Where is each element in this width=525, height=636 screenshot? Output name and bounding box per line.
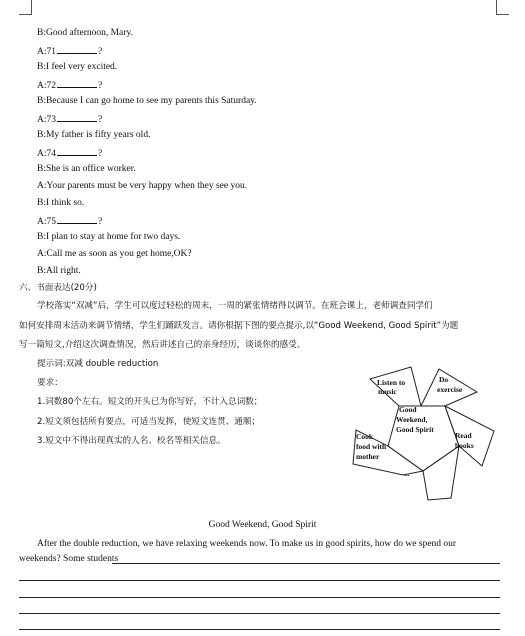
answer-blank[interactable] bbox=[57, 146, 97, 156]
writing-line[interactable] bbox=[19, 629, 500, 630]
diagram-exercise-line2: exercise bbox=[437, 385, 463, 394]
writing-line[interactable] bbox=[19, 613, 500, 614]
diagram-cook-line3: mother bbox=[356, 452, 380, 461]
diagram-listen-line2: music bbox=[378, 387, 397, 396]
corner-mark-left bbox=[19, 0, 32, 15]
essay-title: Good Weekend, Good Spirit bbox=[208, 520, 317, 530]
corner-mark-right bbox=[496, 0, 509, 15]
dialogue-line: A:73 ? bbox=[37, 112, 102, 126]
diagram-exercise-line1: Do bbox=[439, 375, 449, 384]
writing-line[interactable] bbox=[19, 597, 500, 598]
pentagon-diagram bbox=[348, 360, 500, 504]
dialogue-line: A:Your parents must be very happy when they see you. bbox=[37, 181, 248, 191]
requirement-item: 3.短文中不得出现真实的人名、校名等相关信息。 bbox=[37, 436, 226, 446]
dialogue-line: B:Good afternoon, Mary. bbox=[37, 28, 133, 38]
dialogue-line: B:I feel very excited. bbox=[37, 62, 118, 72]
diagram-listen-line1: Listen to bbox=[377, 378, 406, 387]
hint-text: 提示词:双减 double reduction bbox=[37, 359, 159, 369]
answer-blank[interactable] bbox=[57, 214, 97, 224]
diagram-read-line1: Read bbox=[455, 431, 472, 440]
dialogue-line: A:75 ? bbox=[37, 214, 102, 228]
diagram-cook-line1: Cook bbox=[356, 432, 374, 441]
answer-blank[interactable] bbox=[57, 78, 97, 88]
diagram-blank-label: ... bbox=[404, 469, 410, 478]
dialogue-line: B:I think so. bbox=[37, 198, 85, 208]
essay-opening: After the double reduction, we have relaxing weekends now. To make us in good spirits, how do we spend our bbox=[37, 539, 457, 549]
dialogue-line: B:Because I can go home to see my parents this Saturday. bbox=[37, 96, 257, 106]
essay-opening-cont: weekends? Some students bbox=[19, 554, 119, 564]
dialogue-line: A:72 ? bbox=[37, 78, 102, 92]
requirement-item: 2.短文须包括所有要点，可适当发挥，使短文连贯、通顺； bbox=[37, 417, 261, 427]
dialogue-line: B:My father is fifty years old. bbox=[37, 130, 151, 140]
answer-blank[interactable] bbox=[57, 112, 97, 122]
diagram-blank-petal bbox=[423, 446, 459, 500]
diagram-cook-line2: food with bbox=[356, 442, 387, 451]
dialogue-line: A:71 ? bbox=[37, 44, 102, 58]
diagram-center-line1: Good bbox=[399, 405, 417, 414]
requirements-label: 要求： bbox=[37, 378, 63, 388]
dialogue-line: A:74 ? bbox=[37, 146, 102, 160]
answer-blank[interactable] bbox=[57, 44, 97, 54]
intro-text: 学校落实“双减”后，学生可以度过轻松的周末，一周的紧张情绪得以调节。在班会课上，老师调查同学们 bbox=[37, 301, 433, 311]
section-title: 六、书面表达(20分) bbox=[19, 283, 97, 293]
intro-text: 如何安排周末活动来调节情绪，学生们踊跃发言。请你根据下图的要点提示,以“Good Weekend, Good Spirit”为题 bbox=[19, 321, 459, 331]
dialogue-line: B:I plan to stay at home for two days. bbox=[37, 232, 181, 242]
intro-text: 写一篇短文,介绍这次调查情况，然后讲述自己的亲身经历，谈谈你的感受。 bbox=[19, 340, 306, 350]
diagram-center-line3: Good Spirit bbox=[396, 425, 434, 434]
diagram-read-line2: books bbox=[455, 441, 474, 450]
dialogue-line: B:All right. bbox=[37, 266, 81, 276]
requirement-item: 1.词数80个左右。短文的开头已为你写好，不计入总词数； bbox=[37, 397, 263, 407]
dialogue-line: B:She is an office worker. bbox=[37, 164, 136, 174]
diagram-center-line2: Weekend, bbox=[396, 415, 428, 424]
writing-line[interactable] bbox=[112, 563, 500, 564]
dialogue-line: A:Call me as soon as you get home,OK? bbox=[37, 249, 192, 259]
writing-line[interactable] bbox=[19, 580, 500, 581]
